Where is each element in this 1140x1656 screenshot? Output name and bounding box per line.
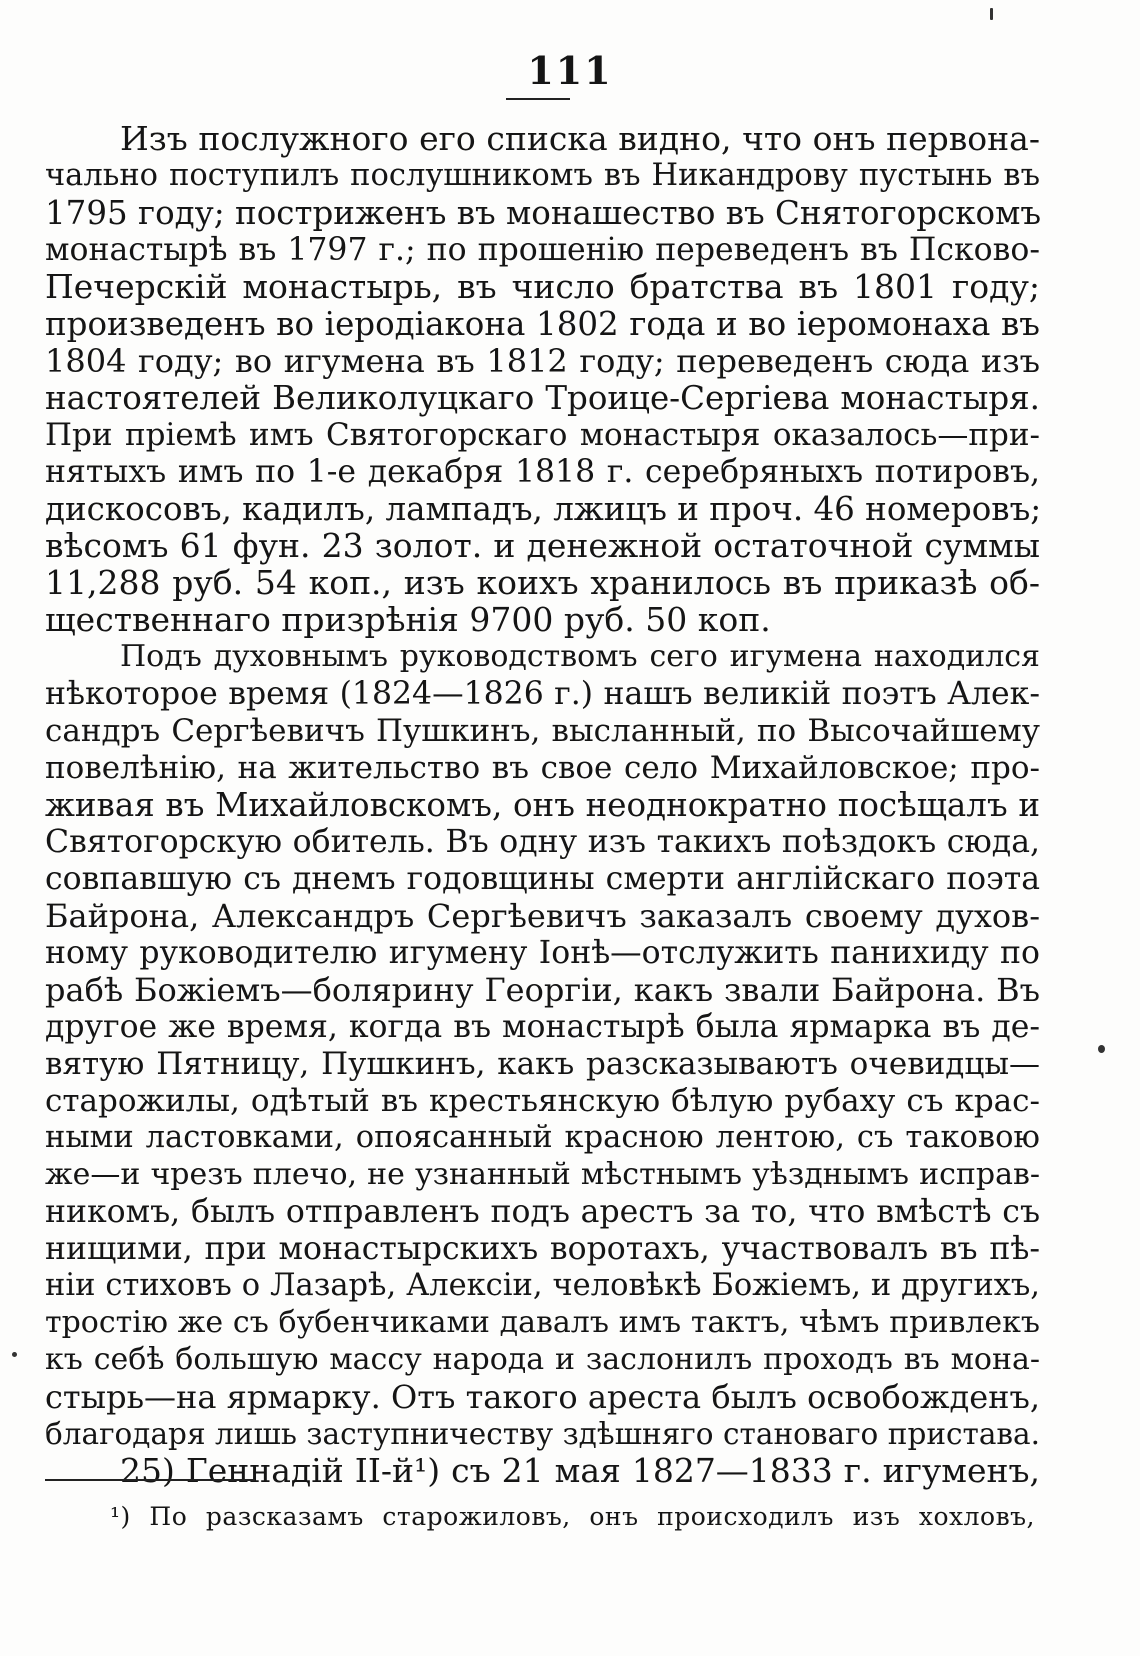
text-line: 1795 году; постриженъ въ монашество въ Снятогорскомъ: [45, 194, 1042, 232]
text-line: Подъ духовнымъ руководствомъ сего игумена находился: [120, 639, 1040, 674]
footnote-separator: [45, 1479, 255, 1481]
text-line: ному руководителю игумену Іонѣ—отслужить панихиду по: [45, 935, 1040, 971]
text-line: щественнаго призрѣнія 9700 руб. 50 коп.: [45, 600, 771, 639]
footnote: ¹) По разсказамъ старожиловъ, онъ происходилъ изъ хохловъ,: [110, 1502, 1035, 1531]
text-line: дискосовъ, кадилъ, лампадъ, лжицъ и проч. 46 номеровъ;: [45, 490, 1042, 528]
text-line: нятыхъ имъ по 1-е декабря 1818 г. серебряныхъ потировъ,: [45, 454, 1040, 490]
page-number-underline: [506, 98, 570, 100]
text-line: 25) Геннадій II-й¹) съ 21 мая 1827—1833 г. игуменъ,: [120, 1451, 1040, 1490]
text-line: вѣсомъ 61 фун. 23 золот. и денежной остаточной суммы: [45, 526, 1040, 565]
text-line: При пріемѣ имъ Святогорскаго монастыря оказалось—при-: [45, 417, 1040, 453]
text-line: настоятелей Великолуцкаго Троице-Сергіева монастыря.: [45, 379, 1040, 417]
text-line: Святогорскую обитель. Въ одну изъ такихъ поѣздокъ сюда,: [45, 824, 1040, 860]
text-line: тростію же съ бубенчиками давалъ имъ тактъ, чѣмъ привлекъ: [45, 1305, 1040, 1340]
text-line: рабѣ Божіемъ—болярину Георгіи, какъ звали Байрона. Въ: [45, 971, 1040, 1009]
text-line: сандръ Сергѣевичъ Пушкинъ, высланный, по Высочайшему: [45, 713, 1040, 749]
text-line: Печерскій монастырь, въ число братства въ 1801 году;: [45, 267, 1040, 306]
text-line: Байрона, Александръ Сергѣевичъ заказалъ своему духов-: [45, 897, 1040, 935]
text-line: старожилы, одѣтый въ крестьянскую бѣлую рубаху съ крас-: [45, 1083, 1040, 1119]
text-line: ніи стиховъ о Лазарѣ, Алексіи, человѣкѣ Божіемъ, и другихъ,: [45, 1268, 1040, 1303]
text-line: чально поступилъ послушникомъ въ Никандрову пустынь въ: [45, 158, 1040, 193]
text-line: 1804 году; во игумена въ 1812 году; переведенъ сюда изъ: [45, 342, 1040, 380]
text-line: ными ластовками, опоясанный красною лентою, съ таковою: [45, 1120, 1040, 1155]
text-line: 11,288 руб. 54 коп., изъ коихъ хранилось въ приказѣ об-: [45, 563, 1040, 602]
text-line: нищими, при монастырскихъ воротахъ, участвовалъ въ пѣ-: [45, 1231, 1040, 1267]
text-line: Изъ послужного его списка видно, что онъ первона-: [120, 119, 1040, 158]
text-line: никомъ, былъ отправленъ подъ арестъ за то, что вмѣстѣ съ: [45, 1194, 1040, 1230]
text-line: благодаря лишь заступничеству здѣшняго становаго пристава.: [45, 1417, 1040, 1451]
scan-speck: [1098, 1045, 1105, 1053]
text-line: живая въ Михайловскомъ, онъ неоднократно посѣщалъ и: [45, 786, 1040, 824]
text-line: совпавшую съ днемъ годовщины смерти англійскаго поэта: [45, 861, 1040, 897]
text-line: произведенъ во іеродіакона 1802 года и во іеромонаха въ: [45, 305, 1040, 343]
text-line: стырь—на ярмарку. Отъ такого ареста былъ освобожденъ,: [45, 1378, 1040, 1416]
text-line: къ себѣ большую массу народа и заслонилъ проходъ въ мона-: [45, 1342, 1040, 1377]
text-line: повелѣнію, на жительство въ свое село Михайловское; про-: [45, 750, 1040, 786]
text-line: другое же время, когда въ монастырѣ была ярмарка въ де-: [45, 1009, 1040, 1045]
text-line: нѣкоторое время (1824—1826 г.) нашъ великій поэтъ Алек-: [45, 676, 1040, 712]
scan-speck: [12, 1352, 17, 1357]
text-line: вятую Пятницу, Пушкинъ, какъ разсказываютъ очевидцы—: [45, 1046, 1040, 1082]
scan-speck: [990, 8, 993, 20]
page-number: 111: [527, 48, 613, 93]
text-line: же—и чрезъ плечо, не узнанный мѣстнымъ уѣзднымъ исправ-: [45, 1157, 1040, 1192]
text-line: монастырѣ въ 1797 г.; по прошенію переведенъ въ Псково-: [45, 232, 1040, 268]
